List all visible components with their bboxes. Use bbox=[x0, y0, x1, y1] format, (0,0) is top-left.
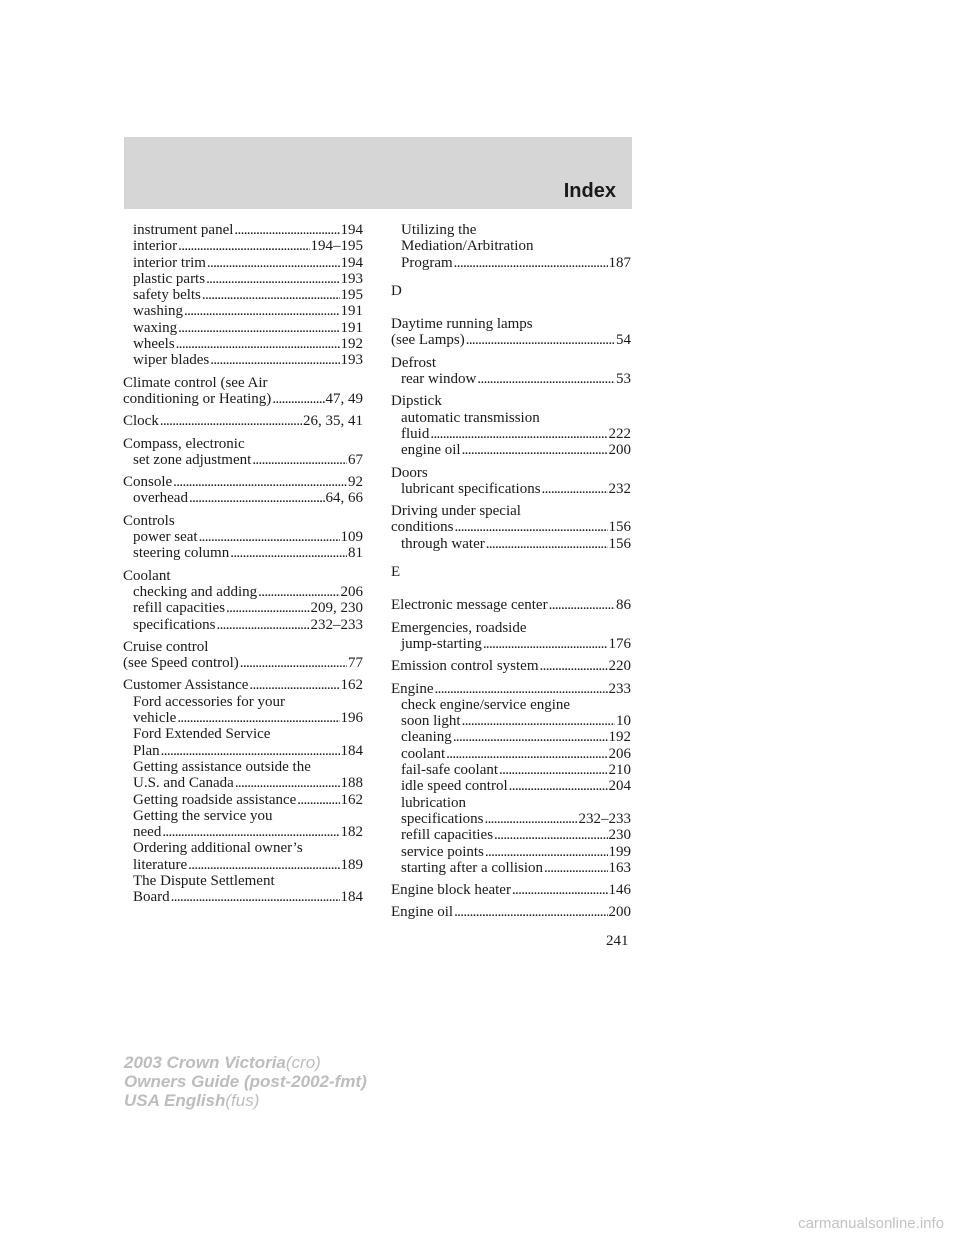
page-reference: 193 bbox=[340, 270, 363, 287]
index-entry bbox=[391, 681, 631, 877]
entry-text: automatic transmission bbox=[401, 409, 540, 426]
dot-leader bbox=[230, 545, 347, 561]
dot-leader bbox=[462, 713, 615, 729]
dot-leader bbox=[297, 792, 339, 808]
page-reference: 220 bbox=[608, 658, 631, 675]
entry-text: Getting the service you bbox=[133, 807, 273, 824]
index-entry-line bbox=[391, 620, 631, 636]
index-subentry-line bbox=[391, 778, 631, 794]
index-subentry-line bbox=[123, 320, 363, 336]
entry-text: fluid bbox=[401, 425, 430, 442]
index-subentry-line bbox=[123, 529, 363, 545]
entry-text: need bbox=[133, 824, 162, 841]
dot-leader bbox=[258, 584, 339, 600]
entry-text: check engine/service engine bbox=[401, 696, 571, 713]
page-reference: 206 bbox=[608, 745, 631, 762]
entry-text: specifications bbox=[133, 616, 216, 633]
dot-leader bbox=[477, 371, 615, 387]
entry-text: U.S. and Canada bbox=[133, 775, 234, 792]
index-entry-line bbox=[123, 474, 363, 490]
dot-leader bbox=[188, 857, 339, 873]
entry-text: Engine block heater bbox=[391, 882, 511, 899]
index-subentry-line bbox=[123, 584, 363, 600]
index-subentry-line bbox=[123, 617, 363, 633]
index-subentry-line bbox=[391, 811, 631, 827]
dot-leader bbox=[540, 658, 608, 674]
dot-leader bbox=[240, 655, 347, 671]
index-entry-line bbox=[391, 355, 631, 371]
page-reference: 54 bbox=[616, 332, 631, 349]
dot-leader bbox=[466, 332, 615, 348]
page-reference: 162 bbox=[340, 791, 363, 808]
index-subentry-line bbox=[391, 762, 631, 778]
dot-leader bbox=[176, 336, 340, 352]
index-entry-line bbox=[123, 436, 363, 452]
page-reference: 176 bbox=[608, 635, 631, 652]
entry-text: refill capacities bbox=[133, 600, 226, 617]
index-subentry-line bbox=[391, 697, 631, 713]
index-entry-line bbox=[123, 375, 363, 391]
entry-text: starting after a collision bbox=[401, 859, 544, 876]
index-entry-line bbox=[391, 519, 631, 535]
dot-leader bbox=[484, 811, 577, 827]
letter-heading: D bbox=[391, 282, 402, 299]
dot-leader bbox=[162, 824, 339, 840]
index-subentry-line bbox=[123, 238, 363, 254]
entry-text: idle speed control bbox=[401, 778, 508, 795]
index-entry bbox=[391, 222, 631, 271]
index-entry bbox=[391, 503, 631, 552]
dot-leader bbox=[494, 827, 607, 843]
index-subentry-line bbox=[123, 710, 363, 726]
entry-text: Ford Extended Service bbox=[133, 726, 271, 743]
page-reference: 204 bbox=[608, 778, 631, 795]
index-subentry-line bbox=[391, 371, 631, 387]
entry-text: conditions bbox=[391, 519, 454, 536]
page-reference: 184 bbox=[340, 742, 363, 759]
index-entry bbox=[123, 436, 363, 469]
index-entry-line bbox=[391, 904, 631, 920]
entry-text: (see Speed control) bbox=[123, 655, 239, 672]
dot-leader bbox=[252, 452, 347, 468]
index-entry bbox=[391, 620, 631, 653]
page-reference: 192 bbox=[340, 336, 363, 353]
page-reference: 210 bbox=[608, 762, 631, 779]
index-entry bbox=[391, 597, 631, 613]
footer-line-2: Owners Guide (post-2002-fmt) bbox=[124, 1072, 367, 1091]
index-subentry-line bbox=[123, 889, 363, 905]
entry-text: Console bbox=[123, 474, 173, 491]
letter-heading: E bbox=[391, 564, 401, 581]
index-entry bbox=[123, 375, 363, 408]
page-reference: 193 bbox=[340, 352, 363, 369]
dot-leader bbox=[199, 529, 340, 545]
dot-leader bbox=[173, 474, 347, 490]
page-reference: 192 bbox=[608, 729, 631, 746]
page-reference: 184 bbox=[340, 889, 363, 906]
entry-text: Emission control system bbox=[391, 658, 539, 675]
page-reference: 194 bbox=[340, 222, 363, 238]
page-reference: 92 bbox=[348, 474, 363, 491]
dot-leader bbox=[542, 481, 608, 497]
page-reference: 156 bbox=[608, 535, 631, 552]
index-subentry-line bbox=[391, 746, 631, 762]
page-reference: 194 bbox=[340, 254, 363, 271]
page-number: 241 bbox=[606, 933, 629, 949]
entry-text: instrument panel bbox=[133, 222, 234, 238]
entry-text: Engine oil bbox=[391, 904, 454, 921]
index-entry bbox=[391, 465, 631, 498]
index-subentry-line bbox=[123, 857, 363, 873]
entry-text: jump-starting bbox=[401, 635, 482, 652]
page-reference: 191 bbox=[340, 303, 363, 320]
page-reference: 196 bbox=[340, 710, 363, 727]
dot-leader bbox=[184, 303, 340, 319]
dot-leader bbox=[189, 490, 325, 506]
index-subentry-line bbox=[391, 255, 631, 271]
document-footer bbox=[124, 1053, 367, 1110]
entry-text: waxing bbox=[133, 319, 178, 336]
index-subentry-line bbox=[391, 827, 631, 843]
dot-leader bbox=[455, 519, 608, 535]
entry-text: Compass, electronic bbox=[123, 435, 245, 452]
page-reference: 67 bbox=[348, 451, 363, 468]
dot-leader bbox=[544, 860, 607, 876]
entry-text: lubricant specifications bbox=[401, 480, 541, 497]
dot-leader bbox=[216, 617, 309, 633]
entry-text: checking and adding bbox=[133, 583, 258, 600]
entry-text: wheels bbox=[133, 336, 175, 353]
entry-text: conditioning or Heating) bbox=[123, 390, 272, 407]
page-reference: 200 bbox=[608, 442, 631, 459]
entry-text: rear window bbox=[401, 371, 477, 388]
index-entry-line bbox=[123, 655, 363, 671]
index-subentry-line bbox=[391, 222, 631, 238]
index-subentry-line bbox=[123, 726, 363, 742]
watermark: carmanualsonline.info bbox=[798, 1215, 944, 1232]
dot-leader bbox=[483, 636, 608, 652]
index-entry-line bbox=[391, 597, 631, 613]
entry-text: Controls bbox=[123, 512, 175, 529]
page-reference: 53 bbox=[616, 371, 631, 388]
entry-text: (see Lamps) bbox=[391, 332, 465, 349]
page-reference: 26, 35, 41 bbox=[303, 413, 363, 430]
index-entry bbox=[391, 658, 631, 674]
index-subentry-line bbox=[123, 775, 363, 791]
entry-text: Utilizing the bbox=[401, 222, 477, 238]
index-subentry-line bbox=[123, 873, 363, 889]
index-subentry-line bbox=[123, 222, 363, 238]
index-entry-line bbox=[391, 316, 631, 332]
index-subentry-line bbox=[391, 729, 631, 745]
entry-text: Climate control (see Air bbox=[123, 374, 268, 391]
index-subentry-line bbox=[123, 271, 363, 287]
page-reference: 182 bbox=[340, 824, 363, 841]
dot-leader bbox=[210, 352, 339, 368]
index-entry-line bbox=[391, 503, 631, 519]
entry-text: Ford accessories for your bbox=[133, 693, 286, 710]
index-entry-line bbox=[391, 393, 631, 409]
index-subentry-line bbox=[123, 694, 363, 710]
entry-text: engine oil bbox=[401, 442, 461, 459]
index-entry-line bbox=[391, 882, 631, 898]
dot-leader bbox=[453, 729, 608, 745]
entry-text: set zone adjustment bbox=[133, 451, 252, 468]
index-subentry-line bbox=[391, 860, 631, 876]
index-subentry-line bbox=[123, 808, 363, 824]
dot-leader bbox=[249, 677, 339, 693]
footer-line-1: 2003 Crown Victoria(cro) bbox=[124, 1053, 321, 1072]
entry-text: Doors bbox=[391, 464, 428, 481]
index-entry-line bbox=[391, 332, 631, 348]
index-subentry-line bbox=[391, 713, 631, 729]
dot-leader bbox=[177, 710, 339, 726]
entry-text: Engine bbox=[391, 680, 434, 697]
entry-text: interior bbox=[133, 238, 178, 255]
entry-text: coolant bbox=[401, 745, 446, 762]
dot-leader bbox=[178, 320, 339, 336]
entry-text: Customer Assistance bbox=[123, 677, 249, 694]
entry-text: Daytime running lamps bbox=[391, 316, 533, 333]
dot-leader bbox=[178, 238, 309, 254]
dot-leader bbox=[446, 746, 607, 762]
page-reference: 47, 49 bbox=[325, 390, 363, 407]
page-reference: 162 bbox=[340, 677, 363, 694]
dot-leader bbox=[234, 222, 339, 238]
index-entry-line bbox=[123, 513, 363, 529]
entry-text: Clock bbox=[123, 413, 159, 430]
index-subentry-line bbox=[391, 442, 631, 458]
index-entry bbox=[123, 413, 363, 429]
entry-text: Ordering additional owner’s bbox=[133, 840, 303, 857]
index-subentry-line bbox=[391, 536, 631, 552]
index-entry bbox=[123, 222, 363, 369]
index-entry-line bbox=[123, 568, 363, 584]
index-column-right bbox=[391, 222, 631, 927]
index-subentry-line bbox=[123, 336, 363, 352]
page-reference: 232–233 bbox=[310, 616, 363, 633]
dot-leader bbox=[486, 536, 608, 552]
dot-leader bbox=[462, 442, 608, 458]
index-subentry-line bbox=[123, 490, 363, 506]
dot-leader bbox=[235, 775, 340, 791]
page-reference: 86 bbox=[616, 597, 631, 614]
entry-text: interior trim bbox=[133, 254, 206, 271]
dot-leader bbox=[202, 287, 340, 303]
index-entry bbox=[391, 355, 631, 388]
page-reference: 195 bbox=[340, 287, 363, 304]
page-reference: 194–195 bbox=[310, 238, 363, 255]
index-entry-line bbox=[391, 681, 631, 697]
entry-text: washing bbox=[133, 303, 183, 320]
page-reference: 199 bbox=[608, 843, 631, 860]
entry-text: overhead bbox=[133, 490, 188, 507]
index-entry-line bbox=[391, 465, 631, 481]
page-reference: 232 bbox=[608, 480, 631, 497]
page-reference: 146 bbox=[608, 882, 631, 899]
index-entry bbox=[123, 639, 363, 672]
index-column-left bbox=[123, 222, 363, 912]
index-entry bbox=[391, 393, 631, 458]
entry-text: The Dispute Settlement bbox=[133, 872, 275, 889]
entry-text: specifications bbox=[401, 810, 484, 827]
entry-text: Getting assistance outside the bbox=[133, 758, 311, 775]
index-entry-line bbox=[391, 658, 631, 674]
dot-leader bbox=[160, 413, 302, 429]
index-subentry-line bbox=[123, 824, 363, 840]
footer-line-3: USA English(fus) bbox=[124, 1091, 260, 1110]
page-reference: 191 bbox=[340, 319, 363, 336]
dot-leader bbox=[272, 391, 324, 407]
index-entry bbox=[391, 882, 631, 898]
entry-text: steering column bbox=[133, 545, 230, 562]
entry-text: soon light bbox=[401, 713, 461, 730]
page-reference: 10 bbox=[616, 713, 631, 730]
page-reference: 206 bbox=[340, 583, 363, 600]
entry-text: Program bbox=[401, 254, 453, 271]
dot-leader bbox=[509, 778, 608, 794]
index-subentry-line bbox=[123, 255, 363, 271]
dot-leader bbox=[206, 271, 339, 287]
page-reference: 156 bbox=[608, 519, 631, 536]
index-entry bbox=[123, 474, 363, 507]
dot-leader bbox=[512, 882, 608, 898]
page-reference: 200 bbox=[608, 904, 631, 921]
index-entry bbox=[123, 513, 363, 562]
dot-leader bbox=[161, 743, 340, 759]
dot-leader bbox=[430, 426, 607, 442]
entry-text: plastic parts bbox=[133, 270, 206, 287]
entry-text: Defrost bbox=[391, 354, 436, 371]
page-title: Index bbox=[563, 180, 616, 202]
index-subentry-line bbox=[123, 840, 363, 856]
index-subentry-line bbox=[123, 303, 363, 319]
index-subentry-line bbox=[123, 287, 363, 303]
index-entry-line bbox=[123, 677, 363, 693]
entry-text: vehicle bbox=[133, 710, 177, 727]
entry-text: safety belts bbox=[133, 287, 201, 304]
entry-text: refill capacities bbox=[401, 827, 494, 844]
dot-leader bbox=[454, 255, 608, 271]
page-reference: 232–233 bbox=[578, 810, 631, 827]
page-reference: 187 bbox=[608, 254, 631, 271]
dot-leader bbox=[485, 844, 608, 860]
dot-leader bbox=[549, 597, 615, 613]
index-entry-line bbox=[123, 639, 363, 655]
page-reference: 222 bbox=[608, 425, 631, 442]
index-subentry-line bbox=[391, 410, 631, 426]
index-entry bbox=[123, 568, 363, 633]
header-band bbox=[124, 137, 632, 209]
page-reference: 230 bbox=[608, 827, 631, 844]
dot-leader bbox=[226, 600, 309, 616]
entry-text: Getting roadside assistance bbox=[133, 791, 297, 808]
entry-text: Driving under special bbox=[391, 503, 521, 520]
index-subentry-line bbox=[391, 844, 631, 860]
entry-text: Mediation/Arbitration bbox=[401, 238, 534, 255]
dot-leader bbox=[207, 255, 340, 271]
index-subentry-line bbox=[123, 600, 363, 616]
entry-text: power seat bbox=[133, 529, 198, 546]
page-reference: 77 bbox=[348, 655, 363, 672]
dot-leader bbox=[435, 681, 608, 697]
index-subentry-line bbox=[123, 545, 363, 561]
index-subentry-line bbox=[123, 759, 363, 775]
entry-text: Emergencies, roadside bbox=[391, 619, 527, 636]
index-subentry-line bbox=[123, 452, 363, 468]
index-subentry-line bbox=[123, 352, 363, 368]
index-subentry-line bbox=[391, 238, 631, 254]
index-subentry-line bbox=[391, 636, 631, 652]
page-reference: 188 bbox=[340, 775, 363, 792]
entry-text: Board bbox=[133, 889, 170, 906]
page-reference: 109 bbox=[340, 529, 363, 546]
index-subentry-line bbox=[123, 792, 363, 808]
entry-text: Coolant bbox=[123, 567, 171, 584]
entry-text: Plan bbox=[133, 742, 160, 759]
entry-text: fail-safe coolant bbox=[401, 762, 499, 779]
entry-text: service points bbox=[401, 843, 484, 860]
index-entry-line bbox=[123, 391, 363, 407]
dot-leader bbox=[454, 904, 607, 920]
page-reference: 189 bbox=[340, 856, 363, 873]
entry-text: wiper blades bbox=[133, 352, 210, 369]
page-reference: 64, 66 bbox=[325, 490, 363, 507]
entry-text: Cruise control bbox=[123, 638, 209, 655]
entry-text: lubrication bbox=[401, 794, 466, 811]
page-reference: 81 bbox=[348, 545, 363, 562]
entry-text: cleaning bbox=[401, 729, 452, 746]
index-entry bbox=[123, 677, 363, 905]
index-subentry-line bbox=[123, 743, 363, 759]
page-reference: 209, 230 bbox=[310, 600, 363, 617]
index-subentry-line bbox=[391, 481, 631, 497]
index-entry-line bbox=[123, 413, 363, 429]
dot-leader bbox=[171, 889, 340, 905]
index-entry bbox=[391, 904, 631, 920]
entry-text: Electronic message center bbox=[391, 597, 548, 614]
entry-text: literature bbox=[133, 856, 188, 873]
page-reference: 163 bbox=[608, 859, 631, 876]
index-subentry-line bbox=[391, 426, 631, 442]
entry-text: Dipstick bbox=[391, 393, 442, 410]
page-reference: 233 bbox=[608, 680, 631, 697]
index-entry bbox=[391, 316, 631, 349]
index-subentry-line bbox=[391, 795, 631, 811]
dot-leader bbox=[499, 762, 607, 778]
entry-text: through water bbox=[401, 535, 485, 552]
